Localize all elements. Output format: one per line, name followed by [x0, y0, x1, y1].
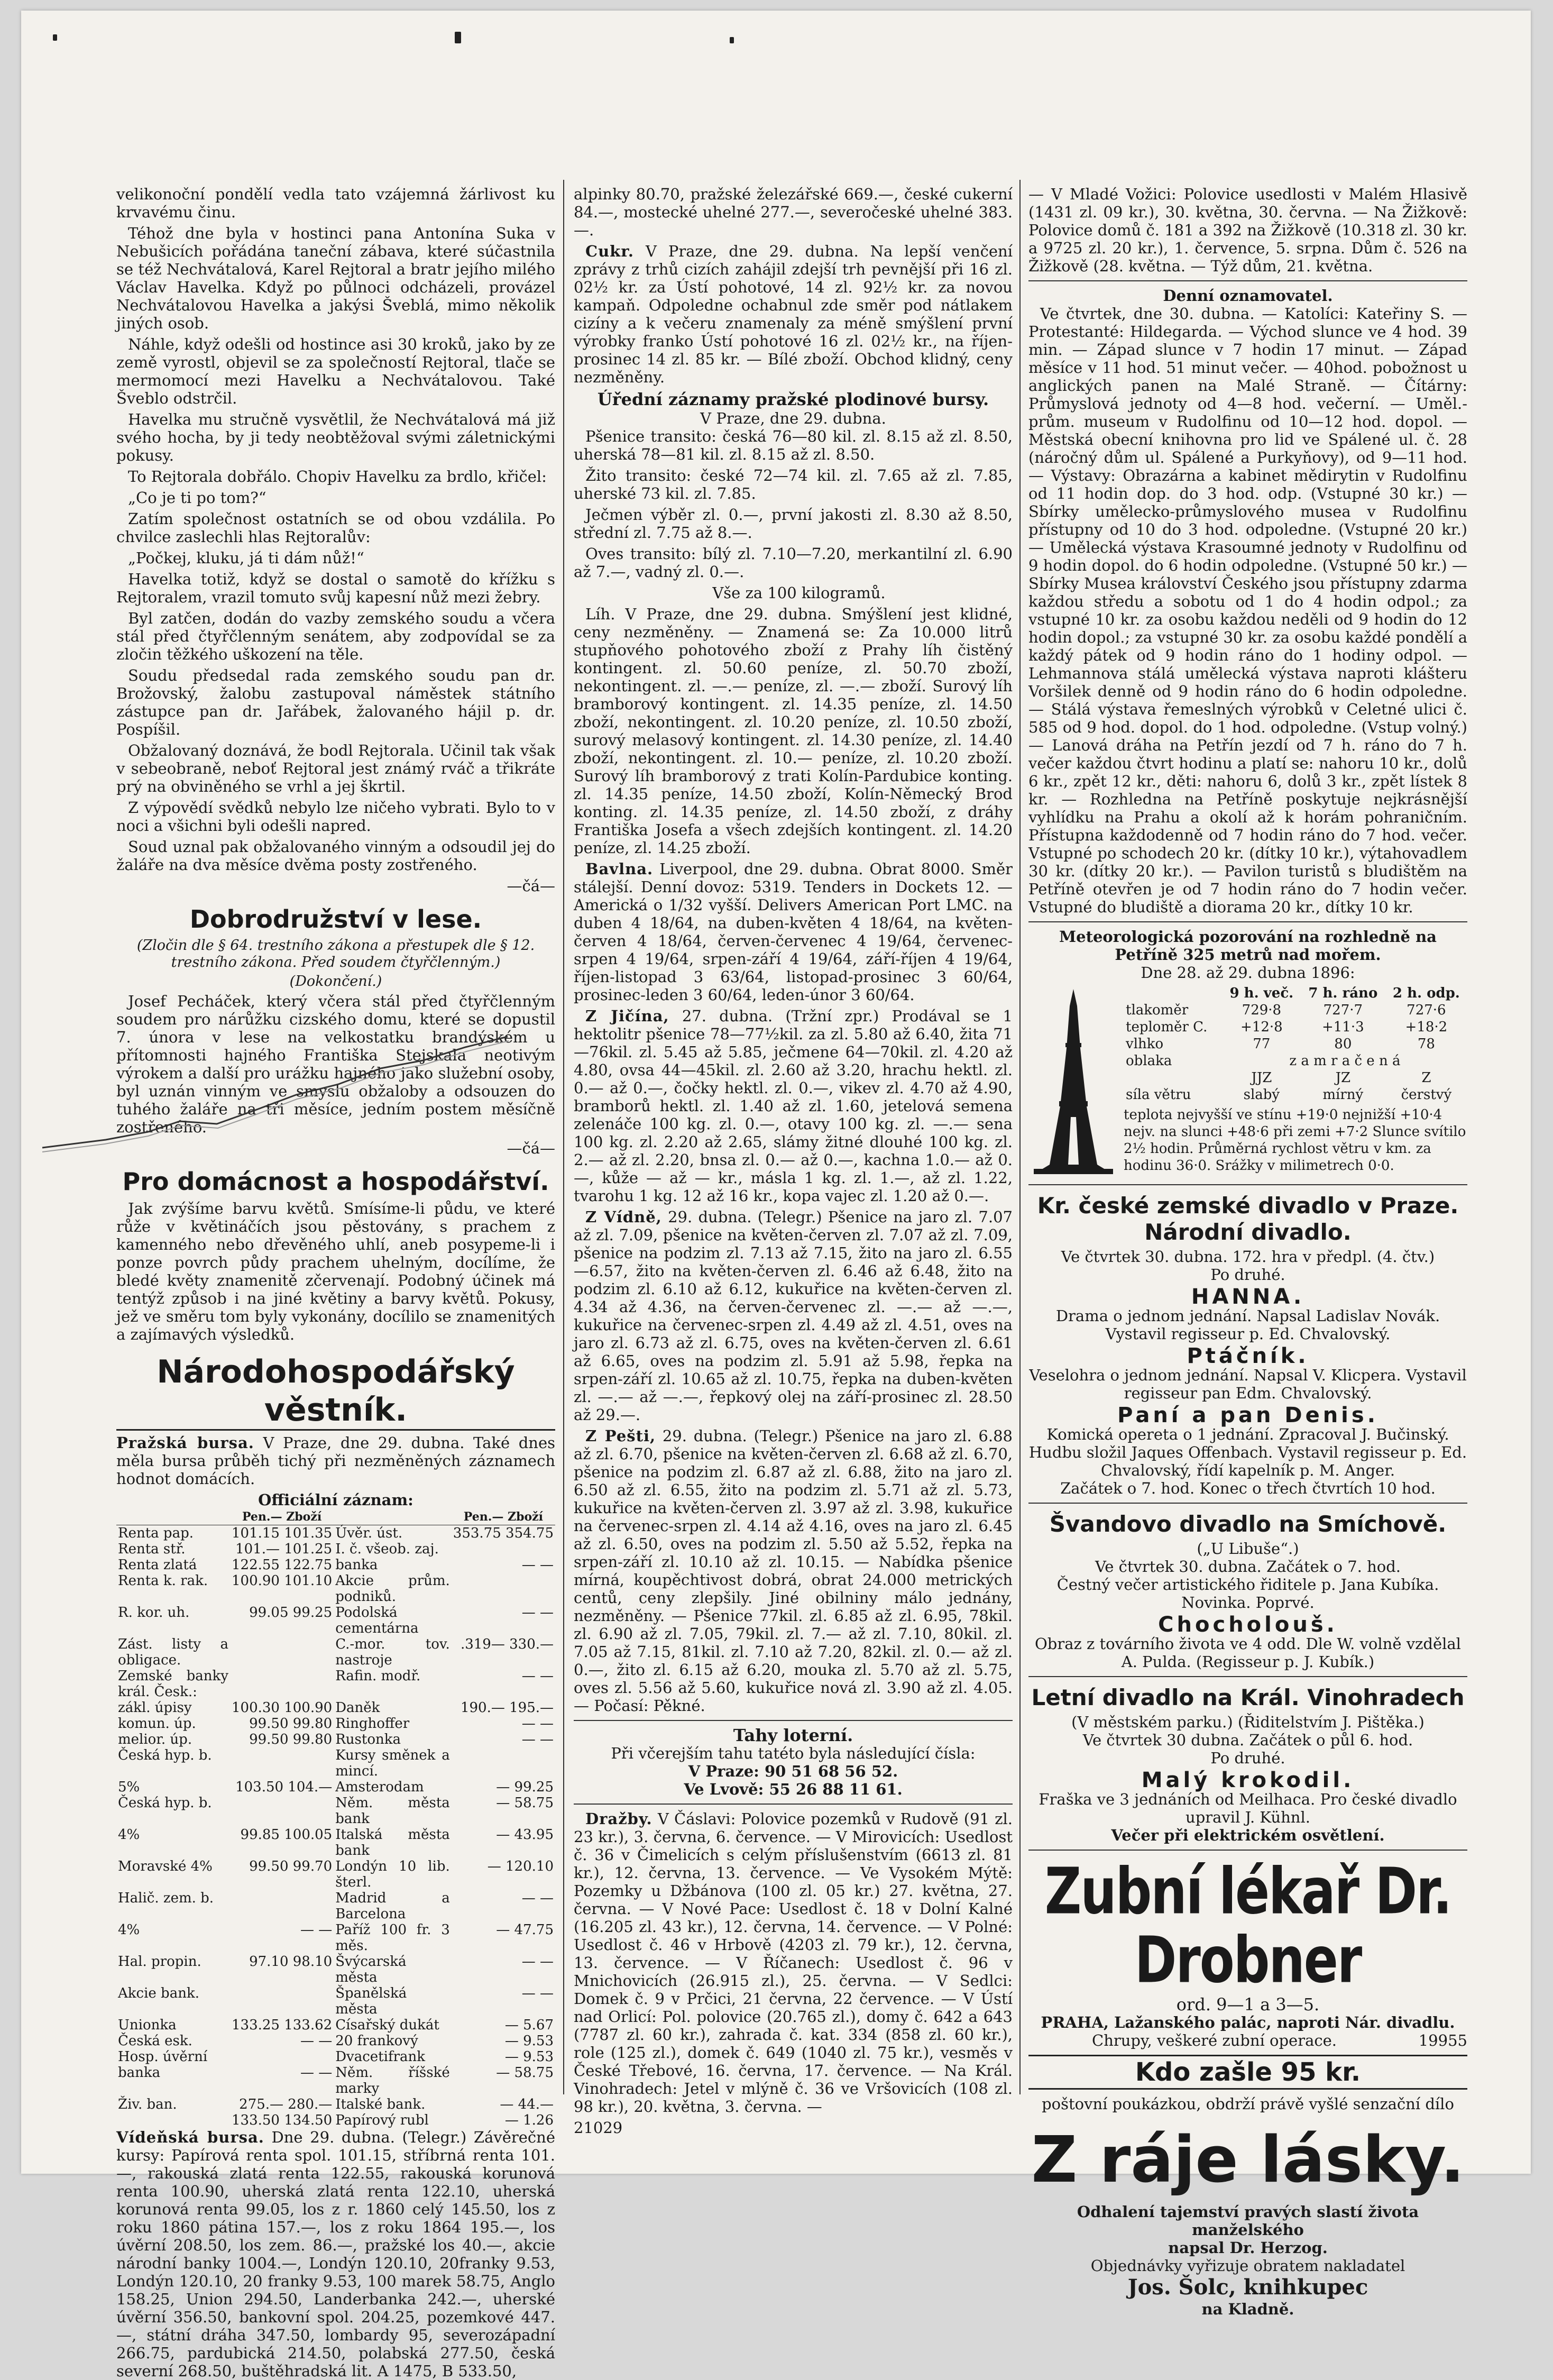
play-desc: Fraška ve 3 jednáních od Meilhaca. Pro české divadlo upravil J. Kühnl.	[1039, 1790, 1457, 1826]
theatre-date: Ve čtvrtek 30. dubna. 172. hra v předpl. (4. čtv.)	[1061, 1248, 1435, 1266]
table-cell: — 120.10	[487, 1859, 554, 1874]
table-cell: 99.50 99.80	[249, 1732, 333, 1747]
table-cell: 99.05 99.25	[249, 1605, 333, 1621]
table-cell: — 44.—	[500, 2097, 554, 2112]
meteo-cell: 727·6	[1407, 1002, 1446, 1018]
paragraph: Z výpovědí svědků nebylo lze ničeho vybrati. Bylo to v noci a všichni byli odešli napred.	[116, 799, 555, 835]
section-title-adventure: Dobrodružství v lese.	[189, 905, 482, 933]
ad-publisher-city: na Kladně.	[1201, 2300, 1294, 2318]
lottery-intro: Při včerejším tahu tatéto byla následující čísla:	[611, 1744, 976, 1762]
paragraph: velikonoční pondělí vedla tato vzájemná žárlivost ku krvavému činu.	[116, 185, 555, 221]
meteo-cell: síla větru	[1126, 1087, 1191, 1103]
table-cell: — 9.53	[504, 2049, 554, 2065]
table-header-cell: Pen.— Zboží	[452, 1509, 555, 1525]
table-cell: Švýcarská města	[335, 1954, 407, 1985]
meteo-block	[1028, 985, 1467, 1179]
table-row	[116, 2033, 555, 2049]
table-row	[116, 1795, 555, 1827]
table-cell: Něm. města bank	[335, 1795, 450, 1827]
table-cell: Rafin. modř.	[335, 1668, 421, 1684]
meteo-cell: oblaka	[1126, 1053, 1172, 1069]
table-cell: — —	[521, 1732, 554, 1747]
paragraph: Oves transito: bílý zl. 7.10—7.20, merkantilní zl. 6.90 až 7.—, vadný zl. 0.—.	[574, 545, 1013, 581]
table-row	[116, 1747, 555, 1779]
table-cell: 99.50 99.70	[249, 1859, 333, 1874]
table-cell: — —	[521, 1668, 554, 1684]
lottery-row: Ve Lvově: 55 26 88 11 61.	[684, 1780, 903, 1798]
table-cell: 100.30 100.90	[231, 1700, 333, 1716]
section-title-lottery: Tahy loterní.	[733, 1725, 853, 1745]
table-row	[116, 1859, 555, 1890]
meteo-cell: 729·8	[1242, 1002, 1282, 1018]
table-row	[116, 1573, 555, 1605]
table-cell: 101.— 101.25	[235, 1541, 333, 1557]
paragraph: Jak zvýšíme barvu květů. Smísíme-li půdu, ve které růže v květináčích jsou pěstovány, s prachem z kamenného nebo dřevěného uhlí, aneb posypeme-li i ponze povrch půdy prachem uhelným, docílíme, že bledé květy znamenitě zčervenají. Podobný účinek má tentýž způsob i na jiné květiny a barvy květů. Pokusy, jež ve směru tom byly vykonány, docílilo se znamenitých a zajímavých výsledků.	[116, 1200, 555, 1343]
meteo-row	[1124, 1086, 1467, 1103]
paragraph: Žito transito: české 72—74 kil. zl. 7.65 až zl. 7.85, uherské 73 kil. zl. 7.85.	[574, 466, 1013, 502]
play-title: Chocholouš.	[1158, 1613, 1338, 1637]
scan-mark	[53, 34, 57, 41]
table-cell: Dvacetifrank	[335, 2049, 426, 2065]
paragraph	[574, 860, 1013, 1004]
paragraph: Soudu předsedal rada zemského soudu pan dr. Brožovský, žalobu zastupoval náměstek státního zástupce pan dr. Jařábek, žalovaného hájil p. dr. Pospíšil.	[116, 666, 555, 738]
table-cell: Česká hyp. b.	[118, 1795, 212, 1811]
text: 29. dubna. (Telegr.) Pšenice na jaro zl. 6.88 až zl. 6.70, pšenice na květen-červen zl. 6.68 až zl. 6.70, pšenice na podzim zl. 6.87 až zl. 6.88, žito na jaro zl. 6.50 až zl. 6.55, žito na podzim zl. 5.71 až zl. 5.73, kukuřice na květen-červen zl. 3.97 až zl. 3.98, kukuřice na červenec-srpen zl. 4.14 až 4.16, oves na jaro zl. 6.45 až zl. 6.50, oves na podzim zl. 5.50 až 5.52, řepka na srpen-září zl. 10.10 až zl. 10.15. — Nabídka pšenice mírná, koupěchtivost dobrá, obrat 24.000 metrických centů, ceny zlepšily. Jiné obilniny málo jednány, nezměněny. — Pšenice 77kil. zl. 6.85 až zl. 6.95, 78kil. zl. 6.90 až zl. 7.05, 79kil. zl. 7.— až zl. 7.10, 80kil. zl. 7.05 až 7.15, 81kil. zl. 7.10 až 7.20, 82kil. zl. 0.— až zl. 0.—, žito zl. 6.15 až 6.20, mouka zl. 5.70 až zl. 5.75, oves zl. 5.56 až 5.60, kukuřice nová zl. 3.90 až zl. 4.05. — Počasí: Pěkné.	[574, 1427, 1013, 1715]
meteo-cell: 727·7	[1323, 1002, 1363, 1018]
table-cell: 353.75 354.75	[453, 1525, 554, 1541]
column-rule	[563, 180, 564, 2094]
table-cell	[452, 1573, 555, 1605]
column-middle	[574, 185, 1013, 2137]
section-title-notices: Denní oznamovatel.	[1163, 287, 1333, 305]
paragraph: Havelka totiž, když se dostal o samotě do křížku s Rejtoralem, vrazil tomuto svůj kapesní nůž mezi žebry.	[116, 570, 555, 606]
table-cell	[452, 1541, 555, 1557]
text: V Praze, dne 29. dubna. Také dnes měla bursa průběh tichý při nezměněných záznamech hodnot domácích.	[116, 1434, 556, 1488]
ad-dentist-address: PRAHA, Lažanského palác, naproti Nár. divadlu.	[1041, 2013, 1455, 2031]
scan-mark	[455, 32, 461, 43]
table-cell: Londýn 10 lib. šterl.	[335, 1859, 450, 1890]
table-cell: 133.25 133.62	[231, 2017, 333, 2033]
divider	[1028, 1676, 1467, 1677]
table-cell: Živ. ban.	[118, 2097, 177, 2112]
meteo-cell: z a m r a č e n á	[1289, 1053, 1401, 1069]
column-rule	[1019, 180, 1021, 2094]
table-cell: — 5.67	[504, 2017, 554, 2033]
table-cell: 103.50 104.—	[235, 1779, 333, 1795]
exchange-table-header	[116, 1509, 555, 1525]
ad-dentist-hours: ord. 9—1 a 3—5.	[1176, 1994, 1320, 2015]
table-cell: Italská města bank	[335, 1827, 450, 1859]
theatre-desc: Čestný večer artistického řiditele p. Jana Kubíka.	[1056, 1576, 1439, 1594]
table-caption: Officiální záznam:	[258, 1491, 413, 1509]
meteo-table-body	[1124, 985, 1467, 1103]
scan-mark	[730, 37, 734, 43]
divider	[574, 1720, 1013, 1721]
lead-in: Z Jičína,	[585, 1007, 669, 1025]
meteo-cell: Z	[1421, 1070, 1431, 1086]
table-row	[116, 2049, 555, 2065]
table-cell: 99.50 99.80	[249, 1716, 333, 1732]
table-cell: Akcie prům. podniků.	[335, 1573, 450, 1605]
play-title: Ptáčník.	[1187, 1344, 1309, 1368]
table-row	[116, 1541, 555, 1557]
table-cell: Madrid a Barcelona	[335, 1890, 450, 1922]
table-cell: Akcie bank.	[118, 1985, 199, 2001]
table-cell: — —	[521, 1716, 554, 1732]
table-cell: Renta stř.	[118, 1541, 186, 1557]
theatre-note: Novinka. Poprvé.	[1181, 1594, 1315, 1612]
meteo-cell: čerstvý	[1401, 1087, 1452, 1103]
paragraph: Vše za 100 kilogramů.	[712, 584, 886, 602]
table-cell: Amsterodam	[335, 1779, 424, 1795]
section-title-grain: Úřední záznamy pražské plodinové bursy.	[597, 389, 989, 409]
ad-publisher: Jos. Šolc, knihkupec	[1127, 2275, 1368, 2300]
meteo-cell: vlhko	[1126, 1036, 1164, 1052]
meteo-cell: 78	[1417, 1036, 1435, 1052]
paragraph	[574, 1427, 1013, 1715]
table-cell: Hosp. úvěrní	[118, 2049, 208, 2065]
text: V Čáslavi: Polovice pozemků v Rudově (91 zl. 23 kr.), 3. června, 6. července. — V Mirovicích: Usedlost č. 36 v Čimelicích s celým příslušenstvím (6613 zl. 81 kr.), 12. června, 13. července. — Ve Vysokém Mýtě: Pozemky u Džbánova (100 zl. 05 kr.) 27. května, 27. června. — V Nové Pace: Usedlost č. 18 v Dolní Kalné (16.205 zl. 43 kr.), 12. června, 14. července. — V Polné: Usedlost č. 46 v Hrbově (4203 zl. 79 kr.), 12. června, 13. července. — V Říčanech: Usedlost č. 96 v Mnichovicích (26.915 zl.), 25. června. — V Sedlci: Domek č. 9 v Prčici, 21 června, 22 července. — V Ústí nad Orlicí: Pol. polovice (20.765 zl.), domy č. 642 a 643 (7787 zl. 60 kr.), zahrada č. kat. 334 (858 zl. 60 kr.), role (125 zl.), domek č. 649 (1040 zl. 75 kr.), vesměs v České Třebové, 16. června, 17. července. — Na Král. Vinohradech: Jetel v mlýně č. 36 ve Vršovicích (108 zl. 98 kr.), 20. května, 3. června. —	[574, 1810, 1013, 2116]
paragraph	[116, 1434, 555, 1488]
table-cell: komun. úp.	[118, 1716, 196, 1732]
column-left	[116, 185, 556, 2380]
paragraph: — V Mladé Vožici: Polovice usedlosti v Malém Hlasivě (1431 zl. 09 kr.), 30. května, 30. června. — Na Žižkově: Polovice domů č. 181 a 392 na Žižkově (10.318 zl. 30 kr. a 9725 zl. 20 kr.), 1. července, 5. srpna. Dům č. 526 na Žižkově (28. května. — Týž dům, 21. května.	[1028, 185, 1467, 275]
table-cell: — —	[300, 2065, 333, 2081]
ad-book-sub: Odhalení tajemství pravých slastí života manželského	[1077, 2203, 1419, 2239]
ad-dentist-footer	[1028, 2031, 1467, 2049]
play-title: Paní a pan Denis.	[1117, 1403, 1379, 1427]
lead-in: Pražská bursa.	[116, 1434, 254, 1452]
meteo-row	[1124, 1002, 1467, 1019]
theatre-note: Po druhé.	[1210, 1749, 1285, 1767]
meteo-cell: JJZ	[1251, 1070, 1272, 1086]
meteo-cell: tlakoměr	[1126, 1002, 1189, 1018]
table-cell: zákl. úpisy	[118, 1700, 192, 1716]
paragraph: Ve čtvrtek, dne 30. dubna. — Katolíci: Kateřiny S. — Protestanté: Hildegarda. — Východ slunce ve 4 hod. 39 min. — Západ slunce v 7 hodin 17 minut. — Západ měsíce v 11 hod. 51 minut večer. — 40hod. pobožnost u anglických panen na Malé Straně. — Čítárny: Průmyslová jednoty od 4—8 hod. večerní. — Uměl.-prům. museum v Rudolfinu od 10—12 hod. dopol. — Městská obecní knihovna pro lid ve Spálené ul. č. 28 (náročný dům ul. Spálené a Purkyňovy), od 9—11 hod. — Výstavy: Obrazárna a kabinet mědirytin v Rudolfinu od 11 hodin dop. do 3 hod. odp. (Vstupné 30 kr.) — Sbírky umělecko-průmyslového musea v Rudolfinu přístupny od 10 do 3 hod. odpoledne. (Vstupné 20 kr.) — Umělecká výstava Krasoumné jednoty v Rudolfinu od 9 hodin dopol. do 6 hodin odpoledne. (Vstupné 50 kr.) — Sbírky Musea království Českého jsou přístupny zdarma každou středu a sobotu od 1 do 4 hodin odpol.; za vstupné 10 kr. za osobu každou neděli od 9 hodin do 12 hodin dopol.; za vstupné 30 kr. za osobu každé pondělí a každý pátek od 9 hodin ráno do 1 hodiny odpol. — Lehmannova stálá umělecká výstava naproti klášteru Voršilek denně od 9 hodin ráno do 6 hodin odpoledne. — Stálá výstava řemeslných výrobků v Celetné ulici č. 585 od 9 hod. dopol. do 1 hod. odpoledne. (Vstup volný.) — Lanová dráha na Petřín jezdí od 7 h. ráno do 7 h. večer každou čtvrt hodinu a platí se: nahoru 10 kr., dolů 6 kr., zpět 12 kr., děti: nahoru 6, dolů 3 kr., zpět lístek 8 kr. — Rozhledna na Petříně poskytuje nejkrásnější vyhlídku na Prahu a okolí až k horám pohraničním. Přístupna každodenně od 7 hodin ráno do 7 hod. večer. Vstupné po schodech 20 kr. (dítky 10 kr.), výtahovadlem 30 kr. (dítky 20 kr.). — Pavilon turistů s bludištěm na Petříně otevřen je od 7 hodin ráno do 7 hodin večer. Vstupné do bludiště a diorama 20 kr., dítky 10 kr.	[1028, 305, 1467, 916]
lead-in: Dražby.	[585, 1810, 653, 1828]
table-cell: — 43.95	[496, 1827, 554, 1843]
play-title: HANNA.	[1191, 1285, 1305, 1309]
table-cell: 190.— 195.—	[460, 1700, 554, 1716]
table-cell: Italské bank.	[335, 2097, 426, 2112]
ad-dentist-title: Zubní lékař Dr. Drobner	[1044, 1854, 1451, 1997]
table-row	[116, 1922, 555, 1954]
play-desc: Obraz z továrního života ve 4 odd. Dle W. volně vzdělal A. Pulda. (Regisseur p. J. Kubík.)	[1035, 1635, 1461, 1671]
table-row	[116, 2097, 555, 2112]
exchange-table	[116, 1509, 555, 2128]
column-right	[1028, 185, 1467, 2318]
table-cell	[230, 1636, 334, 1668]
paragraph: „Co je ti po tom?“	[128, 489, 267, 507]
table-cell: — —	[521, 1985, 554, 2001]
text: Dne 29. dubna. (Telegr.) Závěrečné kursy: Papírová renta spol. 101.15, stříbrná renta 101.—, rakouská zlatá renta 122.55, rakouská korunová renta 100.90, uherská zlatá renta 122.10, uherská korunová renta 99.05, los z r. 1860 celý 145.50, los z roku 1860 pátina 157.—, los z roku 1864 195.—, los úvěrní 208.50, los zem. 86.—, pražské los 40.—, akcie národní banky 1004.—, Londýn 120.10, 20franky 9.53, Londýn 120.10, 20 franky 9.53, 100 marek 58.75, Anglo 158.25, Union 294.50, Landerbanka 242.—, uherské úvěrní 356.50, bankovní spol. 204.25, pozemkové 447.—, státní dráha 347.50, lombardy 95, severozápadní 266.75, pardubická 214.50, polabská 277.50, česká severní 268.50, buštěhradská lit. A 1475, B 533.50,	[116, 2128, 555, 2380]
table-cell: Kursy směnek a mincí.	[335, 1747, 450, 1779]
table-row	[116, 1827, 555, 1859]
table-row	[116, 1985, 555, 2017]
table-cell: — 47.75	[496, 1922, 554, 1938]
meteo-row	[1124, 1036, 1467, 1052]
table-cell: 275.— 280.—	[239, 2097, 333, 2112]
table-header-cell: Pen.— Zboží	[230, 1509, 334, 1525]
theatre-svanda-title: Švandovo divadlo na Smíchově.	[1049, 1511, 1447, 1537]
section-subtitle: (Zločin dle § 64. trestního zákona a přestupek dle § 12. trestního zákona. Před soudem čtyřčlenným.)	[136, 937, 535, 971]
paragraph: „Počkej, kluku, já ti dám nůž!“	[128, 549, 364, 567]
table-row	[116, 1732, 555, 1747]
table-cell: 101.15 101.35	[231, 1525, 333, 1541]
paragraph: Ječmen výběr zl. 0.—, první jakosti zl. 8.30 až 8.50, střední zl. 7.75 až 8.—.	[574, 506, 1013, 542]
table-cell: 4%	[118, 1922, 140, 1938]
section-title-meteo: Meteorologická pozorování na rozhledně na Petříně 325 metrů nad mořem.	[1059, 928, 1437, 964]
table-cell: Halič. zem. b.	[118, 1890, 214, 1906]
table-cell: melior. úp.	[118, 1732, 192, 1747]
dateline: V Praze, dne 29. dubna.	[700, 409, 886, 427]
table-row	[116, 1668, 555, 1700]
ad-book-author: napsal Dr. Herzog.	[1168, 2239, 1328, 2257]
table-cell: Císařský dukát	[335, 2017, 439, 2033]
paragraph: Pšenice transito: česká 76—80 kil. zl. 8.15 až zl. 8.50, uherská 78—81 kil. zl. 8.15 až zl. 8.50.	[574, 427, 1013, 463]
divider	[574, 1804, 1013, 1805]
table-cell: Paříž 100 fr. 3 měs.	[335, 1922, 450, 1954]
paragraph: Byl zatčen, dodán do vazby zemského soudu a včera stál před čtyřčlenným senátem, aby zodpovídal se za zločin těžkého uškození na těle.	[116, 609, 555, 663]
meteo-cell: 80	[1334, 1036, 1352, 1052]
table-cell: Španělská města	[335, 1985, 407, 2017]
divider	[1028, 1503, 1467, 1504]
divider	[1028, 921, 1467, 922]
table-cell: banka	[335, 1557, 378, 1573]
paragraph: Havelka mu stručně vysvětlil, že Nechvátalová má již svého hocha, by ji tedy neobtěžoval svými záletnickými pokusy.	[116, 410, 555, 464]
table-row	[116, 1890, 555, 1922]
author-sign: —čá—	[507, 1139, 555, 1157]
meteo-cell: JZ	[1335, 1070, 1351, 1086]
paragraph	[574, 1208, 1013, 1424]
theatre-sub: („U Libuše“.)	[1197, 1540, 1299, 1558]
meteo-header-cell	[1124, 985, 1223, 1002]
table-cell	[452, 1747, 555, 1779]
table-cell: Renta pap.	[118, 1525, 194, 1541]
meteo-row	[1124, 1069, 1467, 1086]
table-cell: 133.50 134.50	[231, 2112, 333, 2128]
paragraph: Téhož dne byla v hostinci pana Antonína Suka v Nebušicích pořádána taneční zábava, které súčastnila se též Nechvátalová, Karel Rejtoral a bratr jejího milého Václav Havelka. Když po půlnoci odcházeli, provázel Nechvátalovou Havelka a jakýsi Šveblá, mimo několik jiných osob.	[116, 224, 555, 332]
theatre-date: Ve čtvrtek 30 dubna. Začátek o půl 6. hod.	[1082, 1731, 1413, 1749]
table-cell: Česká esk.	[118, 2033, 192, 2049]
play-note: Večer při elektrickém osvětlení.	[1111, 1826, 1385, 1844]
table-cell: — —	[521, 1557, 554, 1573]
divider	[1028, 280, 1467, 281]
meteo-cell: mírný	[1322, 1087, 1364, 1103]
paragraph	[574, 1007, 1013, 1205]
table-cell: — 9.53	[504, 2033, 554, 2049]
table-cell: — 58.75	[496, 1795, 554, 1811]
section-title-household: Pro domácnost a hospodářství.	[122, 1167, 549, 1196]
table-cell	[230, 1747, 334, 1779]
lead-in: Cukr.	[585, 242, 634, 260]
meteo-cell: teploměr C.	[1126, 1019, 1208, 1035]
meteo-row	[1124, 1052, 1467, 1069]
table-cell: Papírový rubl	[335, 2112, 429, 2128]
meteo-cell: +11·3	[1321, 1019, 1364, 1035]
theatre-date: Ve čtvrtek 30. dubna. Začátek o 7. hod.	[1095, 1558, 1401, 1576]
newspaper-page	[21, 11, 1531, 2380]
table-row	[116, 1700, 555, 1716]
text: V Praze, dne 29. dubna. Na lepší venčení zprávy z trhů cizích zahájil zdejší trh pevnější při 16 zl. 02½ kr. za Ústí pohotové, 14 zl. 92½ kr. za novou kampaň. Odpoledne ochabnul zde směr pod nátlakem cizíny a k večeru znamenaly za méně smýšlení první výrobky franko Ústí pohotové 16 zl. 02½ kr., na říjen-prosinec 14 zl. 85 kr. — Bílé zboží. Obchod klidný, ceny nezměněny.	[574, 242, 1013, 386]
table-cell: — —	[521, 1605, 554, 1621]
table-row	[116, 1716, 555, 1732]
table-cell	[116, 2112, 230, 2128]
text: 29. dubna. (Telegr.) Pšenice na jaro zl. 7.07 až zl. 7.09, pšenice na květen-červen zl. 7.07 až zl. 7.09, pšenice na podzim zl. 7.13 až 7.15, žito na jaro zl. 6.55—6.57, žito na květen-červen zl. 6.46 až 6.48, žito na podzim zl. 6.10 až 6.12, kukuřice na květen-červen zl. 4.34 až 4.36, na červen-červenec zl. —.— až —.—, kukuřice na červenec-srpen zl. 4.49 až zl. 4.51, oves na jaro zl. 6.73 až zl. 6.75, oves na květen-červen zl. 6.61 až 6.65, oves na podzim zl. 5.91 až 5.98, řepka na srpen-září zl. 10.65 až zl. 10.75, řepka na duben-květen zl. —.— až —.—, řepkový olej na září-prosinec zl. 28.50 až 29.—.	[574, 1208, 1013, 1424]
lead-in: Z Pešti,	[585, 1427, 656, 1445]
ad-number: 21029	[574, 2119, 623, 2137]
divider	[1028, 1184, 1467, 1185]
paragraph: Soud uznal pak obžalovaného vinným a odsoudil jej do žaláře na dva měsíce dvěma posty zostřeného.	[116, 838, 555, 874]
exchange-table-body	[116, 1509, 555, 2128]
author-sign: —čá—	[507, 877, 555, 895]
ad-book-headline: Kdo zašle 95 kr.	[1028, 2055, 1467, 2090]
ad-dentist-desc: Chrupy, veškeré zubní operace.	[1092, 2031, 1337, 2049]
table-cell: .319— 330.—	[460, 1636, 554, 1652]
paragraph: Obžalovaný doznává, že bodl Rejtorala. Učinil tak však v sebeobraně, neboť Rejtoral jest známý rváč a třikráte prý na obviněného se vrhl a jej škrtil.	[116, 742, 555, 795]
meteo-header	[1124, 985, 1467, 1002]
table-cell: C.-mor. tov. nastroje	[335, 1636, 450, 1668]
meteo-header-cell: 9 h. več.	[1229, 985, 1294, 1001]
table-cell: 100.90 101.10	[231, 1573, 333, 1589]
meteo-cell: slabý	[1243, 1087, 1280, 1103]
meteo-cell: +18·2	[1405, 1019, 1448, 1035]
table-cell: Daněk	[335, 1700, 380, 1716]
play-time: Začátek o 7. hod. Konec o třech čtvrtích 10 hod.	[1060, 1479, 1436, 1497]
lead-in: Bavlna.	[585, 860, 654, 878]
table-cell	[230, 1795, 334, 1827]
paragraph	[574, 242, 1013, 386]
ad-book-title: Z ráje lásky.	[1031, 2123, 1465, 2197]
petrin-tower-icon	[1028, 985, 1118, 1179]
ad-number: 19955	[1418, 2031, 1467, 2049]
lead-in: Vídeňská bursa.	[116, 2128, 264, 2146]
play-desc: Veselohra o jednom jednání. Napsal V. Klicpera. Vystavil regisseur pan Edm. Chvalovský.	[1029, 1366, 1467, 1402]
table-cell: Unionka	[118, 2017, 177, 2033]
table-cell: 4%	[118, 1827, 140, 1843]
lead-in: Z Vídně,	[585, 1208, 662, 1226]
divider	[1028, 1850, 1467, 1851]
meteo-header-cell: 2 h. odp.	[1392, 985, 1460, 1001]
table-cell: banka	[118, 2065, 161, 2081]
table-cell: R. kor. uh.	[118, 1605, 190, 1621]
section-subtitle: (Dokončení.)	[289, 973, 382, 990]
theatre-vinohrady-title: Letní divadlo na Král. Vinohradech	[1031, 1685, 1465, 1710]
play-title: Malý krokodil.	[1141, 1768, 1355, 1792]
table-cell: 122.55 122.75	[231, 1557, 333, 1573]
play-desc: Komická opereta o 1 jednání. Zpracoval J. Bučinský. Hudbu složil Jaques Offenbach. Vystavil regisseur p. Ed. Chvalovský, řídí kapelník p. M. Anger.	[1028, 1425, 1467, 1479]
table-cell: Podolská cementárna	[335, 1605, 419, 1636]
table-cell: — —	[521, 1954, 554, 1970]
table-cell: 20 frankový	[335, 2033, 418, 2049]
table-cell: 97.10 98.10	[249, 1954, 333, 1970]
table-cell: I. č. všeob. zaj.	[335, 1541, 439, 1557]
table-row	[116, 2065, 555, 2097]
table-row	[116, 1636, 555, 1668]
table-cell: — —	[521, 1890, 554, 1906]
table-cell: Moravské 4%	[118, 1859, 213, 1874]
table-cell: Zemské banky král. Česk.:	[118, 1668, 228, 1700]
table-cell: — —	[300, 1922, 333, 1938]
table-row	[116, 2017, 555, 2033]
table-cell: — 58.75	[496, 2065, 554, 2081]
table-cell: Renta k. rak.	[118, 1573, 208, 1589]
table-cell	[230, 1890, 334, 1922]
table-cell: Renta zlatá	[118, 1557, 197, 1573]
table-cell: 5%	[118, 1779, 140, 1795]
table-row	[116, 1557, 555, 1573]
theatre-note: Po druhé.	[1210, 1266, 1285, 1284]
theatre-national-title: Kr. české zemské divadlo v Praze. Národní divadlo.	[1037, 1193, 1459, 1245]
table-cell	[230, 2049, 334, 2065]
ad-book-text: poštovní poukázkou, obdrží právě vyšlé senzační dílo	[1042, 2095, 1454, 2113]
table-cell: Česká hyp. b.	[118, 1747, 212, 1763]
table-cell: Něm. říšské marky	[335, 2065, 450, 2097]
table-cell: Úvěr. úst.	[335, 1525, 403, 1541]
table-cell: Hal. propin.	[118, 1954, 201, 1970]
table-row	[116, 1525, 555, 1542]
table-cell	[230, 1985, 334, 2017]
table-row	[116, 2112, 555, 2128]
table-cell: Ringhoffer	[335, 1716, 410, 1732]
table-row	[116, 1605, 555, 1636]
meteo-row	[1124, 1019, 1467, 1036]
meteo-cell: +12·8	[1240, 1019, 1283, 1035]
ad-book-order: Objednávky vyřizuje obratem nakladatel	[1090, 2257, 1405, 2275]
table-cell	[230, 1668, 334, 1700]
theatre-sub: (V městském parku.) (Řiditelstvím J. Pištěka.)	[1071, 1713, 1425, 1731]
meteo-header-cell: 7 h. ráno	[1308, 985, 1378, 1001]
table-cell: Rustonka	[335, 1732, 401, 1747]
table-cell: — 1.26	[504, 2112, 554, 2128]
play-desc: Drama o jednom jednání. Napsal Ladislav Novák. Vystavil regisseur p. Ed. Chvalovský.	[1055, 1307, 1440, 1343]
table-cell: 99.85 100.05	[240, 1827, 333, 1843]
paragraph: Líh. V Praze, dne 29. dubna. Smýšlení jest klidné, ceny nezměněny. — Znamená se: Za 10.000 litrů stupňového pohotového zboží z Prahy líh čistěný kontingent. zl. 50.60 peníze, zl. 50.70 zboží, nekontingent. zl. —.— peníze, zl. —.— zboží. Surový líh bramborový kontingent. zl. 14.35 peníze, zl. 14.50 zboží, nekontingent. zl. 10.20 peníze, zl. 10.50 zboží, surový melasový kontingent. zl. 14.30 peníze, zl. 14.40 zboží, nekontingent. zl. 10.— peníze, zl. 10.20 zboží. Surový líh bramborový z trati Kolín-Pardubice konting. zl. 14.35 peníze, 14.50 zboží, Kolín-Německý Brod konting. zl. 14.35 peníze, zl. 14.50 zboží, z dráhy Františka Josefa a všech zdejších kontingent. zl. 14.20 peníze, zl. 14.25 zboží.	[574, 605, 1013, 857]
paragraph: To Rejtorala dobřálo. Chopiv Havelku za brdlo, křičel:	[128, 468, 547, 486]
table-cell: — —	[300, 2033, 333, 2049]
table-cell: — 99.25	[496, 1779, 554, 1795]
meteo-cell	[1124, 1069, 1223, 1086]
text: Liverpool, dne 29. dubna. Obrat 8000. Směr stálejší. Denní dovoz: 5319. Tenders in Dockets 12. — Americká o 1/32 vyšší. Delivers American Port LMC. na duben 4 18/64, na duben-květen 4 18/64, na květen-červen 4 18/64, červen-červenec 4 19/64, červenec-srpen 4 19/64, srpen-září 4 19/64, září-říjen 4 19/64, říjen-listopad 3 63/64, listopad-prosinec 3 60/64, prosinec-leden 3 60/64, leden-únor 3 60/64.	[574, 860, 1013, 1004]
table-cell: Zást. listy a obligace.	[118, 1636, 228, 1668]
meteo-temp: teplota nejvyšší ve stínu +19·0 nejnižší +10·4 nejv. na slunci +48·6 při zemi +7·2 Slunce svítilo 2½ hodin. Průměrná rychlost větru v km. za hodinu 36·0. Srážky v milimetrech 0·0.	[1124, 1107, 1466, 1174]
paragraph: alpinky 80.70, pražské železářské 669.—, české cukerní 84.—, mostecké uhelné 277.—, severočeské uhelné 383.—.	[574, 185, 1013, 239]
table-row	[116, 1779, 555, 1795]
paragraph	[574, 1810, 1013, 2116]
paragraph: Náhle, když odešli od hostince asi 30 kroků, jako by ze země vyrostl, objevil se za společností Rejtoral, tlače se mermomocí mezi Havelku a Nechvátalovou. Také Šveblo odstrčil.	[116, 335, 555, 407]
paragraph: Josef Pecháček, který včera stál před čtyřčlenným soudem pro nárůžku cizského domu, které se dopustil 7. února v lese na velkostatku brandýském u přítomnosti hajného Františka Stejskala neotivým výrokem a další pro urážku hajného jako služební osoby, byl uznán vinným ve smyslu obžaloby a odsouzen do tuhého žaláře na tři měsíce, jedním postem měsíčně zostřeného.	[116, 992, 555, 1136]
text: 27. dubna. (Tržní zpr.) Prodával se 1 hektolitr pšenice 78—77½kil. za zl. 5.80 až 6.40, žita 71—76kil. zl. 5.45 až 5.85, ječmene 64—70kil. zl. 4.20 až 4.80, ovsa 44—45kil. zl. 2.60 až 3.20, hrachu hektl. zl. 0.— až 0.—, čočky hektl. zl. 0.—, vikev zl. 4.70 až 4.90, bramborů hektl. zl. 1.40 až zl. 1.60, jetelová semena zelenáče 100 kg. zl. 0.—, otavy 100 kg. zl. —.— sena 100 kg. zl. 2.20 až 2.65, slámy žitné dlouhé 100 kg. zl. 2.— až zl. 2.20, bnsa zl. 0.— až 0.—, kachna 1.0.— až 0.—, kůže — až — kr., másla 1 kg. zl. 1.—, až zl. 1.22, tvarohu 1 kg. 12 až 16 kr., kopa vajec zl. 1.20 až 0.—.	[574, 1007, 1013, 1205]
meteo-cell: 77	[1253, 1036, 1271, 1052]
table-row	[116, 1954, 555, 1985]
table-header-cell	[116, 1509, 230, 1525]
paragraph	[116, 2128, 555, 2380]
court-report	[116, 185, 555, 895]
section-title-economy: Národohospodářský věstník.	[116, 1353, 555, 1431]
lottery-row: V Praze: 90 51 68 56 52.	[688, 1762, 898, 1780]
table-header-cell	[334, 1509, 452, 1525]
meteo-range: Dne 28. až 29. dubna 1896:	[1141, 964, 1355, 982]
meteo-table	[1124, 985, 1467, 1179]
paragraph: Zatím společnost ostatních se od obou vzdálila. Po chvilce zaslechli hlas Rejtoralův:	[116, 510, 555, 546]
